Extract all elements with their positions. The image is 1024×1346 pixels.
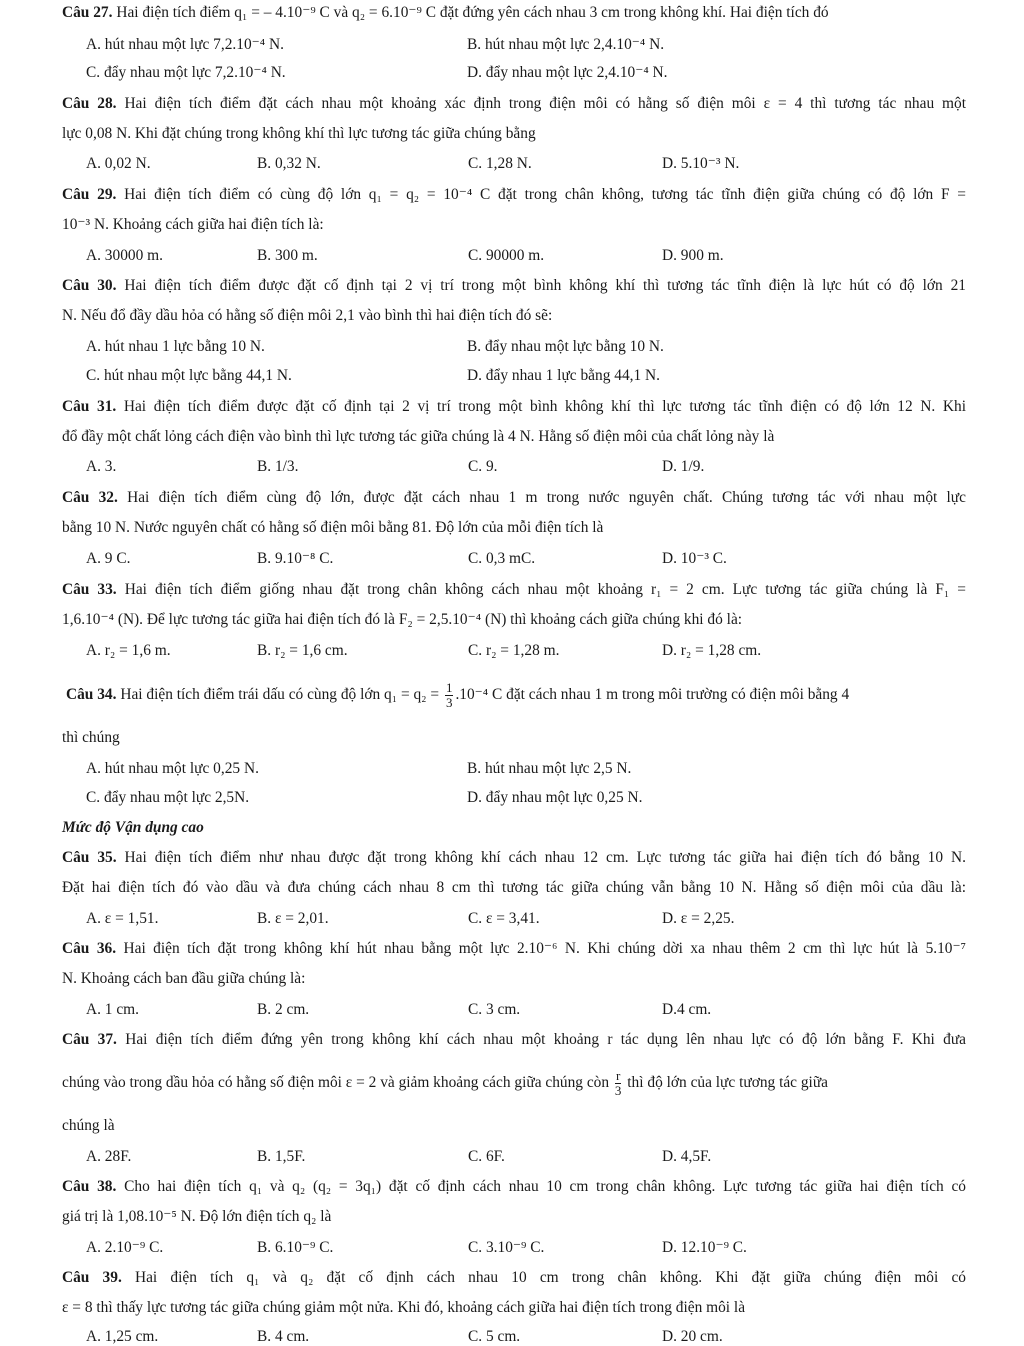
option-b: B. 2 cm. <box>257 1001 310 1018</box>
question-label: Câu 28. <box>62 95 117 112</box>
question-33 <box>62 581 966 599</box>
question-stem: Hai điện tích điểm đứng yên trong không khí cách nhau một khoảng r tác dụng lên nhau lực có độ lớn bằng F. Khi đưa <box>125 1031 967 1048</box>
option-c: C. 6F. <box>468 1148 505 1165</box>
option-a: A. hút nhau một lực 7,2.10⁻⁴ N. <box>86 36 284 53</box>
question-35 <box>62 849 966 867</box>
option-a: A. 1 cm. <box>86 1001 140 1018</box>
question-label: Câu 27. <box>62 4 113 21</box>
option-c: C. 90000 m. <box>468 247 545 264</box>
option-b: B. 6.10⁻⁹ C. <box>257 1239 334 1256</box>
option-a: A. ε = 1,51. <box>86 910 159 927</box>
option-a: A. 9 C. <box>86 550 131 567</box>
option-b: B. hút nhau một lực 2,4.10⁻⁴ N. <box>467 36 665 53</box>
question-label: Câu 29. <box>62 186 117 203</box>
option-a: A. 28F. <box>86 1148 132 1165</box>
question-stem-cont: N. Khoảng cách ban đầu giữa chúng là: <box>62 970 306 987</box>
option-b: B. r₂ = 1,6 cm. <box>257 642 348 659</box>
option-c: C. 5 cm. <box>468 1328 521 1345</box>
option-b: B. đẩy nhau một lực bằng 10 N. <box>467 338 664 355</box>
option-c: C. 0,3 mC. <box>468 550 536 567</box>
option-d: D. ε = 2,25. <box>662 910 735 927</box>
option-c: C. hút nhau một lực bằng 44,1 N. <box>86 367 292 384</box>
question-stem-post: .10⁻⁴ C đặt cách nhau 1 m trong môi trường có điện môi bằng 4 <box>455 686 850 703</box>
question-stem-cont: bằng 10 N. Nước nguyên chất có hằng số điện môi bằng 81. Độ lớn của mỗi điện tích là <box>62 519 604 536</box>
question-36 <box>62 940 966 958</box>
question-stem: Hai điện tích điểm được đặt cố định tại 2 vị trí trong một bình không khí thì tương tác tĩnh điện là lực hút có độ lớn 21 <box>124 277 966 294</box>
question-stem: Hai điện tích q₁ và q₂ đặt cố định cách nhau 10 cm trong chân không. Khi đặt giữa chúng điện môi có <box>134 1269 966 1286</box>
option-a: A. hút nhau một lực 0,25 N. <box>86 760 259 777</box>
question-stem: Cho hai điện tích q₁ và q₂ (q₂ = 3q₁) đặt cố định cách nhau 10 cm trong chân không. Lực tương tác giữa hai điện tích có <box>124 1178 966 1195</box>
question-37 <box>62 1031 966 1049</box>
question-stem-cont: chúng vào trong dầu hỏa có hằng số điện môi ε = 2 và giảm khoảng cách giữa chúng còn $\frac{r}{3}$ thì độ lớn của lực tương tác giữa <box>62 1067 828 1098</box>
option-b: B. 300 m. <box>257 247 318 264</box>
question-38 <box>62 1178 966 1196</box>
option-b: B. 9.10⁻⁸ C. <box>257 550 334 567</box>
option-c: C. đẩy nhau một lực 7,2.10⁻⁴ N. <box>86 64 286 81</box>
question-29 <box>62 186 966 204</box>
option-a: A. 2.10⁻⁹ C. <box>86 1239 164 1256</box>
option-d: D. r₂ = 1,28 cm. <box>662 642 762 659</box>
question-27 <box>62 4 966 22</box>
question-stem-cont: đổ đầy một chất lỏng cách điện vào bình thì lực tương tác giữa chúng là 4 N. Hằng số điện môi của chất lỏng này là <box>62 428 775 445</box>
question-stem-cont: chúng là <box>62 1117 115 1134</box>
question-label: Câu 37. <box>62 1031 117 1048</box>
question-label: Câu 32. <box>62 489 118 506</box>
option-d: D. 900 m. <box>662 247 724 264</box>
option-a: A. r₂ = 1,6 m. <box>86 642 171 659</box>
fraction: $\frac{1}{3}$ <box>445 679 453 710</box>
option-b: B. 1,5F. <box>257 1148 306 1165</box>
option-a: A. 3. <box>86 458 117 475</box>
option-d: D. 10⁻³ C. <box>662 550 727 567</box>
section-heading: Mức độ Vận dụng cao <box>62 819 204 836</box>
question-stem: Hai điện tích điểm trái dấu có cùng độ lớn q₁ = q₂ = <box>120 686 440 703</box>
question-stem: Hai điện tích điểm cùng độ lớn, được đặt cách nhau 1 m trong nước nguyên chất. Chúng tương tác với nhau một lực <box>127 489 966 506</box>
option-b: B. 0,32 N. <box>257 155 321 172</box>
question-stem-cont: N. Nếu đổ đầy dầu hỏa có hằng số điện môi 2,1 vào bình thì hai điện tích đó sẽ: <box>62 307 553 324</box>
question-label: Câu 34. <box>66 686 117 703</box>
option-d: D. 12.10⁻⁹ C. <box>662 1239 747 1256</box>
option-c: C. ε = 3,41. <box>468 910 540 927</box>
question-32 <box>62 489 966 507</box>
option-c: C. đẩy nhau một lực 2,5N. <box>86 789 250 806</box>
question-30 <box>62 277 966 295</box>
question-stem-cont: 10⁻³ N. Khoảng cách giữa hai điện tích là: <box>62 216 324 233</box>
option-c: C. 3 cm. <box>468 1001 521 1018</box>
question-stem-cont: 1,6.10⁻⁴ (N). Để lực tương tác giữa hai điện tích đó là F₂ = 2,5.10⁻⁴ (N) thì khoảng cách giữa chúng khi đó là: <box>62 611 743 628</box>
question-stem-cont: Đặt hai điện tích đó vào dầu và đưa chúng cách nhau 8 cm thì tương tác giữa chúng vẫn bằng 10 N. Hằng số điện môi của dầu là: <box>62 879 966 896</box>
option-b: B. 4 cm. <box>257 1328 310 1345</box>
option-d: D. 5.10⁻³ N. <box>662 155 740 172</box>
question-39 <box>62 1269 966 1287</box>
question-stem-cont: giá trị là 1,08.10⁻⁵ N. Độ lớn điện tích q₂ là <box>62 1208 332 1225</box>
question-stem: Hai điện tích điểm được đặt cố định tại 2 vị trí trong một bình không khí thì lực tương tác tĩnh điện có độ lớn 12 N. Khi <box>123 398 966 415</box>
question-stem: Hai điện tích điểm đặt cách nhau một khoảng xác định trong điện môi có hằng số điện môi ε = 4 thì tương tác nhau một <box>124 95 966 112</box>
question-label: Câu 35. <box>62 849 117 866</box>
question-label: Câu 39. <box>62 1269 122 1286</box>
question-31 <box>62 398 966 416</box>
option-d: D.4 cm. <box>662 1001 712 1018</box>
question-28 <box>62 95 966 113</box>
option-b: B. 1/3. <box>257 458 299 475</box>
option-b: B. hút nhau một lực 2,5 N. <box>467 760 632 777</box>
option-c: C. 3.10⁻⁹ C. <box>468 1239 545 1256</box>
option-a: A. 1,25 cm. <box>86 1328 159 1345</box>
question-34 <box>66 680 966 710</box>
option-a: A. hút nhau 1 lực bằng 10 N. <box>86 338 265 355</box>
option-a: A. 30000 m. <box>86 247 163 264</box>
option-d: D. đẩy nhau một lực 2,4.10⁻⁴ N. <box>467 64 668 81</box>
question-stem: Hai điện tích điểm giống nhau đặt trong chân không cách nhau một khoảng r₁ = 2 cm. Lực tương tác giữa chúng là F₁ = <box>124 581 966 598</box>
question-label: Câu 33. <box>62 581 117 598</box>
option-a: A. 0,02 N. <box>86 155 151 172</box>
question-label: Câu 30. <box>62 277 117 294</box>
fraction: $\frac{r}{3}$ <box>614 1067 622 1098</box>
question-stem-cont: ε = 8 thì thấy lực tương tác giữa chúng giảm một nửa. Khi đó, khoảng cách giữa hai điện tích trong điện môi là <box>62 1299 746 1316</box>
question-stem: Hai điện tích điểm q₁ = – 4.10⁻⁹ C và q₂ = 6.10⁻⁹ C đặt đứng yên cách nhau 3 cm trong không khí. Hai điện tích đó <box>116 4 829 21</box>
option-d: D. đẩy nhau 1 lực bằng 44,1 N. <box>467 367 660 384</box>
option-d: D. 4,5F. <box>662 1148 712 1165</box>
question-label: Câu 36. <box>62 940 117 957</box>
question-label: Câu 38. <box>62 1178 117 1195</box>
option-c: C. r₂ = 1,28 m. <box>468 642 560 659</box>
question-stem: Hai điện tích đặt trong không khí hút nhau bằng một lực 2.10⁻⁶ N. Khi chúng dời xa nhau thêm 2 cm thì lực hút là 5.10⁻⁷ <box>123 940 966 957</box>
question-label: Câu 31. <box>62 398 117 415</box>
question-stem-cont: thì chúng <box>62 729 120 746</box>
option-c: C. 1,28 N. <box>468 155 532 172</box>
question-stem-cont: lực 0,08 N. Khi đặt chúng trong không khí thì lực tương tác giữa chúng bằng <box>62 125 536 142</box>
option-d: D. 20 cm. <box>662 1328 723 1345</box>
question-stem: Hai điện tích điểm có cùng độ lớn q₁ = q₂ = 10⁻⁴ C đặt trong chân không, tương tác tĩnh điện giữa chúng có độ lớn F = <box>124 186 966 203</box>
option-d: D. 1/9. <box>662 458 705 475</box>
option-c: C. 9. <box>468 458 498 475</box>
question-stem: Hai điện tích điểm như nhau được đặt trong không khí cách nhau 12 cm. Lực tương tác giữa hai điện tích đó bằng 10 N. <box>124 849 966 866</box>
option-d: D. đẩy nhau một lực 0,25 N. <box>467 789 643 806</box>
option-b: B. ε = 2,01. <box>257 910 329 927</box>
